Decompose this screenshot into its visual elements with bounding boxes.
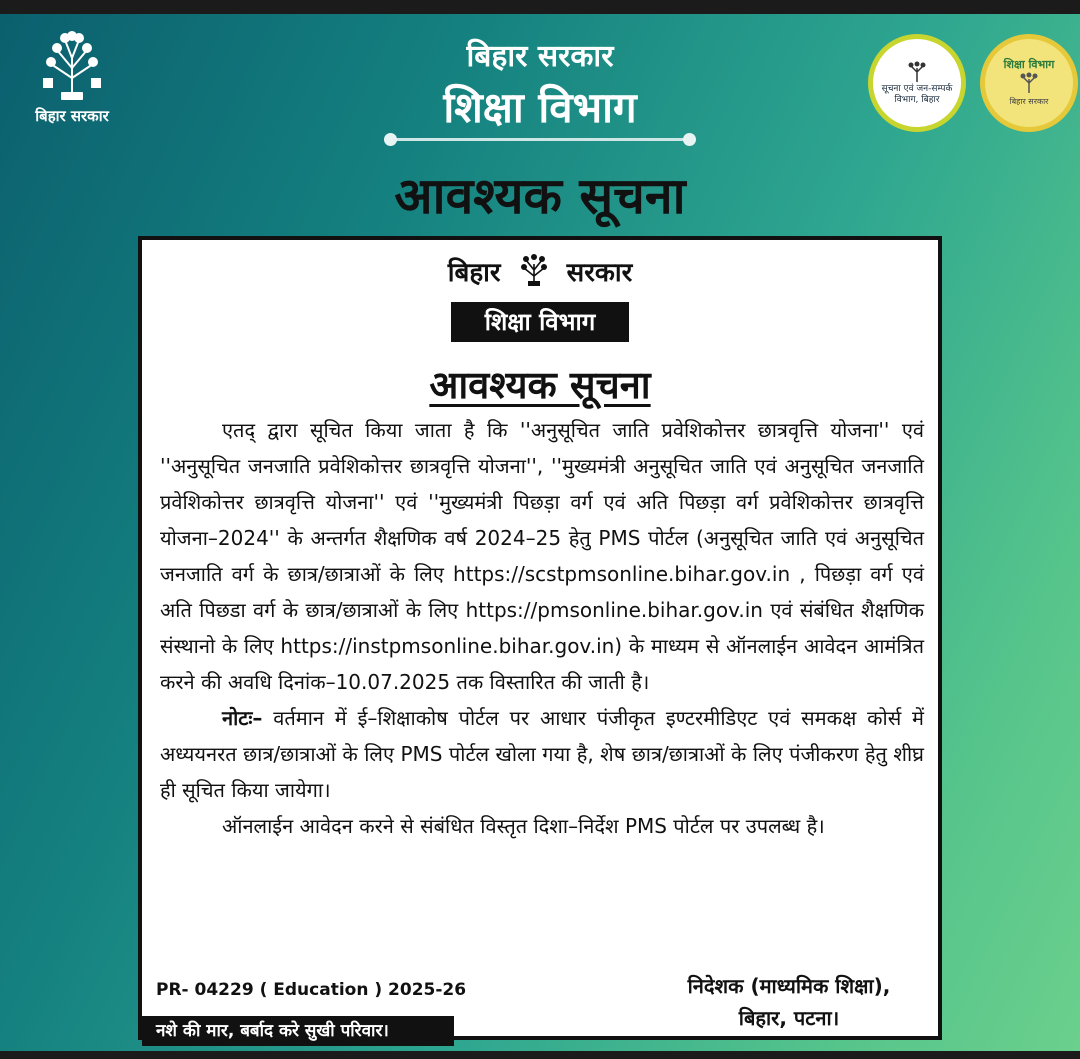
notice-paragraph-1: एतद् द्वारा सूचित किया जाता है कि ''अनुसूचित जाति प्रवेशिकोत्तर छात्रवृत्ति योजना'' एवं ''अनुसूचित जनजाति प्रवेशिकोत्तर छात्रवृत्ति योजना'', ''मुख्यमंत्री अनुसूचित जाति एवं अनुसूचित जनजाति प्रवेशिकोत्तर छात्रवृत्ति योजना'' एवं ''मुख्यमंत्री पिछड़ा वर्ग एवं अति पिछड़ा वर्ग प्रवेशिकोत्तर छात्रवृत्ति योजना–2024'' के अन्तर्गत शैक्षणिक वर्ष 2024–25 हेतु PMS पोर्टल (अनुसूचित जाति एवं अनुसूचित जनजाति वर्ग के छात्र/छात्राओं के लिए https://scstpmsonline.bihar.gov.in , पिछड़ा वर्ग एवं अति पिछडा वर्ग के छात्र/छात्राओं के लिए https://pmsonline.bihar.gov.in एवं संबंधित शैक्षणिक संस्थानो के लिए https://instpmsonline.bihar.gov.in) के माध्यम से ऑनलाईन आवेदन आमंत्रित करने की अवधि दिनांक–10.07.2025 तक विस्तारित की जाती है। <box>160 418 924 694</box>
pr-number: PR- 04229 ( Education ) 2025-26 <box>156 980 467 1000</box>
bodhi-tree-icon <box>516 252 552 288</box>
emblem-icon <box>1016 71 1042 95</box>
note-text: वर्तमान में ई–शिक्षाकोष पोर्टल पर आधार पंजीकृत इण्टरमीडिएट एवं समकक्ष कोर्स में अध्ययनरत छात्र/छात्राओं के लिए PMS पोर्टल खोला गया है, शेष छात्र/छात्राओं के लिए पंजीकरण हेतु शीघ्र ही सूचित किया जायेगा। <box>160 706 924 802</box>
notice-emblem <box>516 252 552 295</box>
bodhi-tree-icon <box>37 28 107 104</box>
logo-caption: बिहार सरकार <box>35 107 109 125</box>
header-department: शिक्षा विभाग <box>443 83 637 132</box>
ipr-seal <box>868 34 966 132</box>
notice-body <box>160 412 924 844</box>
notice-gov-left: बिहार <box>447 258 501 288</box>
notice-government-header <box>142 252 938 295</box>
notice-paragraph-3: ऑनलाईन आवेदन करने से संबंधित विस्तृत दिशा–निर्देश PMS पोर्टल पर उपलब्ध है। <box>222 814 825 838</box>
seal-subtitle: बिहार सरकार <box>1009 97 1049 106</box>
notice-title <box>142 358 938 410</box>
signatory-title: निदेशक (माध्यमिक शिक्षा), <box>687 974 891 998</box>
emblem-icon <box>905 60 929 84</box>
notice-department-badge: शिक्षा विभाग <box>451 302 629 342</box>
ipr-seal-text: सूचना एवं जन-सम्पर्क विभाग, बिहार <box>881 84 953 105</box>
notice-gov-right: सरकार <box>566 258 633 288</box>
note-label: नोटः– <box>222 706 263 730</box>
divider-dot-left <box>384 133 397 146</box>
seal-title: शिक्षा विभाग <box>1003 58 1055 71</box>
slogan-banner: नशे की मार, बर्बाद करे सुखी परिवार। <box>142 1016 454 1046</box>
header-divider <box>390 138 690 141</box>
divider-dot-right <box>683 133 696 146</box>
notice-title-text: आवश्यक सूचना <box>429 363 651 407</box>
header-title: आवश्यक सूचना <box>394 167 686 225</box>
notice-note <box>160 700 924 808</box>
signatory <box>654 970 924 1034</box>
bihar-emblem-logo <box>22 28 122 126</box>
signatory-place: बिहार, पटना। <box>738 1006 840 1030</box>
header-government: बिहार सरकार <box>466 39 614 74</box>
notice-card <box>138 236 942 1040</box>
bottom-border <box>0 1051 1080 1059</box>
top-border <box>0 0 1080 14</box>
education-dept-seal <box>980 34 1078 132</box>
